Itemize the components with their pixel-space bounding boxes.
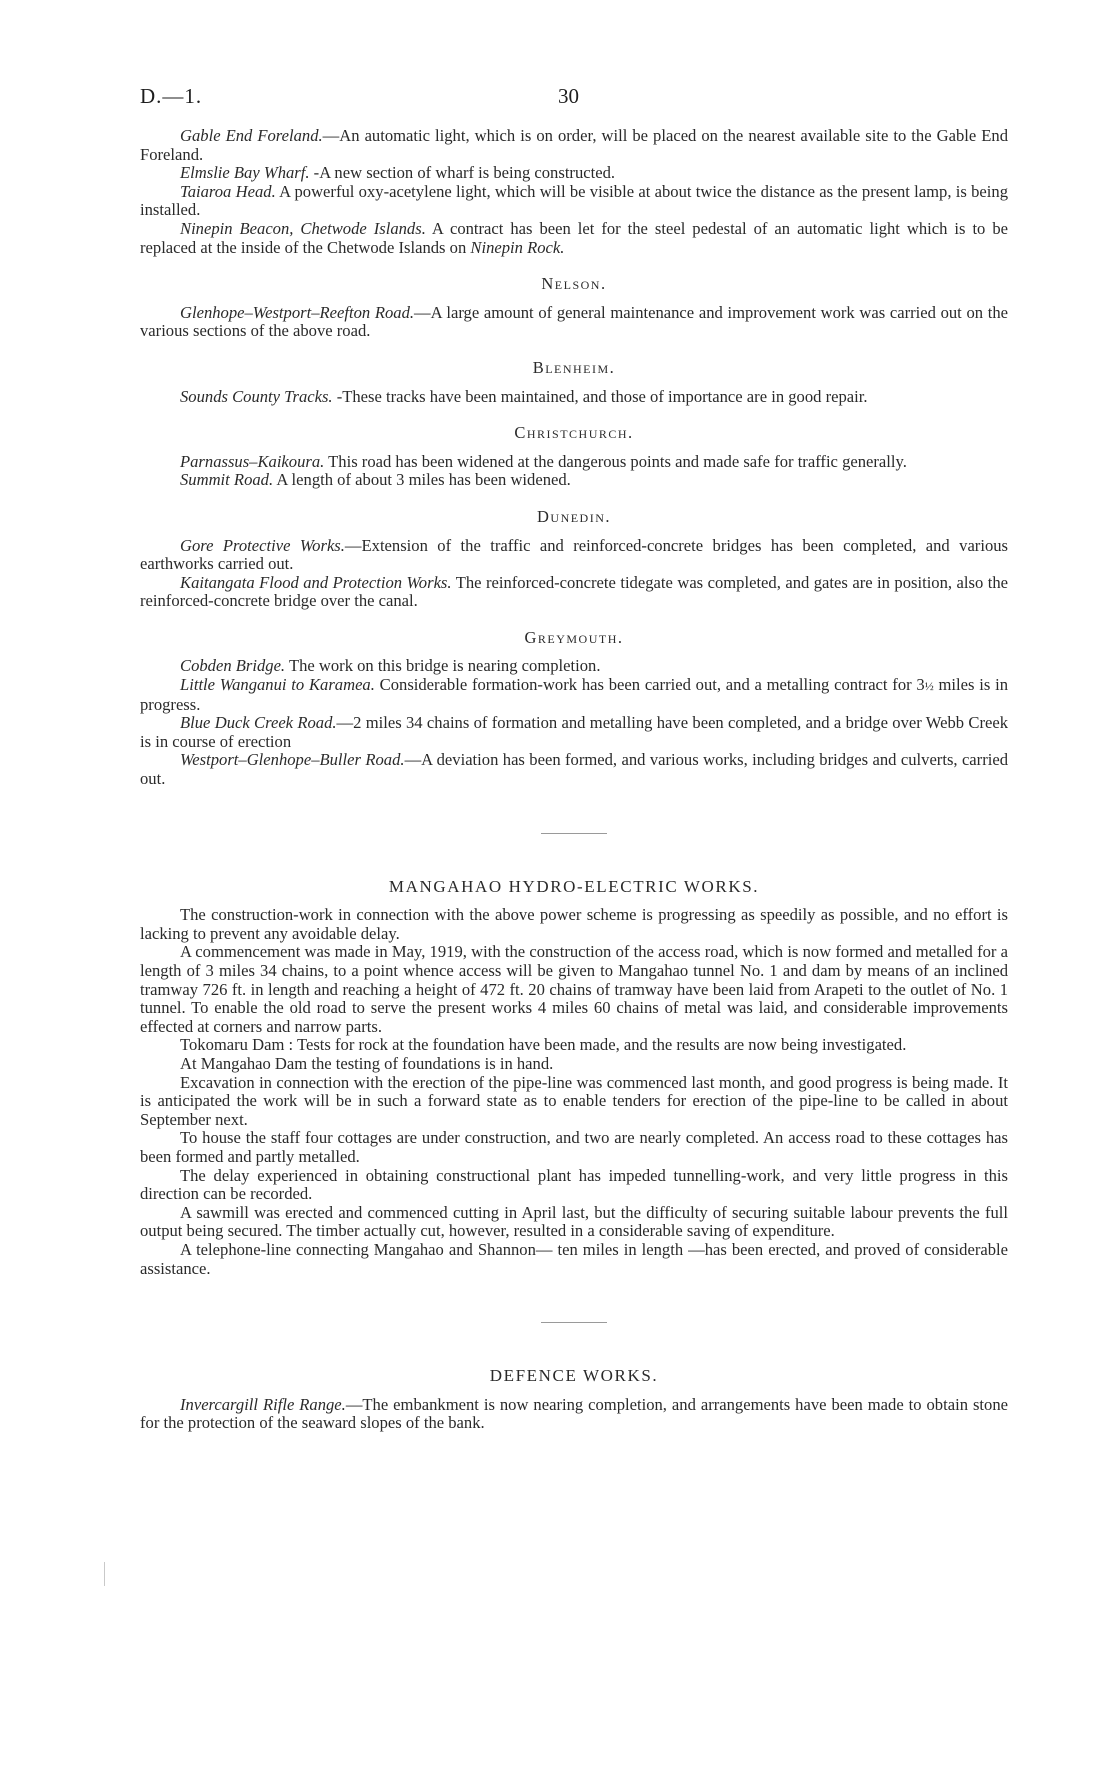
- paragraph-mangahao-8: A sawmill was erected and commenced cutting in April last, but the difficulty of securing suitable labour prevents the full output being secured. The timber actually cut, however, resulted in a considerable saving of expenditure.: [140, 1202, 1008, 1241]
- paragraph-westport-buller: [140, 751, 1008, 788]
- item-title: Gore Protective Works.: [180, 535, 345, 555]
- item-title: Cobden Bridge.: [180, 656, 286, 676]
- paragraph-mangahao-3: Tokomaru Dam : Tests for rock at the foundation have been made, and the results are now being investigated.: [180, 1035, 907, 1055]
- item-title: Sounds County Tracks.: [180, 386, 333, 406]
- item-title: Gable End Foreland.: [180, 126, 323, 145]
- item-text: —The embankment is now nearing completion, and arrangements have been made to obtain stone for the protection of the seaward slopes of the bank.: [140, 1394, 1008, 1433]
- item-title: Summit Road.: [180, 470, 274, 490]
- item-title: Elmslie Bay Wharf.: [180, 163, 310, 183]
- item-text: The reinforced-concrete tidegate was completed, and gates are in position, also the reinforced-concrete bridge over the canal.: [140, 572, 1008, 611]
- region-heading-greymouth: Greymouth.: [524, 627, 624, 647]
- paragraph-mangahao-2: A commencement was made in May, 1919, with the construction of the access road, which is now formed and metalled for a length of 3 miles 34 chains, to a point whence access will be given to Mangahao tunnel No. 1 and dam by means of an inclined tramway 726 ft. in length and reaching a height of 472 ft. 20 chains of tramway have been laid from Arapeti to the outlet of No. 1 tunnel. To enable the old road to serve the present works 4 miles 60 chains of metal was laid, and considerable improvements effected at corners and narrow parts.: [140, 942, 1008, 1036]
- margin-mark: [104, 1562, 105, 1586]
- region-heading-dunedin: Dunedin.: [536, 506, 612, 526]
- page-body: [140, 127, 1008, 1433]
- paragraph-mangahao-4: At Mangahao Dam the testing of foundations is in hand.: [180, 1053, 554, 1073]
- paragraph-little-wanganui: [140, 676, 1008, 714]
- paragraph-ninepin: [140, 220, 1008, 257]
- item-text: —Extension of the traffic and reinforced-concrete bridges has been completed, and various earthworks carried out.: [140, 535, 1008, 574]
- item-text: This road has been widened at the dangerous points and made safe for traffic generally.: [324, 451, 907, 471]
- paragraph-elmslie-bay: [140, 164, 1008, 183]
- item-text: A powerful oxy-acetylene light, which will be visible at about twice the distance as the present lamp, is being installed.: [140, 181, 1008, 220]
- item-text: -A new section of wharf is being constructed.: [309, 163, 616, 183]
- paragraph-sounds-tracks: [140, 388, 1008, 407]
- paragraph-mangahao-6: To house the staff four cottages are under construction, and two are nearly completed. An access road to these cottages has been formed and partly metalled.: [140, 1128, 1008, 1166]
- item-title: Invercargill Rifle Range.: [180, 1394, 346, 1414]
- paragraph-gable-end: [140, 127, 1008, 164]
- paragraph-kaitangata: [140, 574, 1008, 611]
- item-text: A length of about 3 miles has been widened.: [273, 470, 571, 490]
- item-title: Kaitangata Flood and Protection Works.: [180, 572, 452, 592]
- section-title-defence: DEFENCE WORKS.: [489, 1366, 659, 1386]
- section-title-mangahao: MANGAHAO HYDRO-ELECTRIC WORKS.: [388, 876, 760, 896]
- item-text-tail: miles is in progress.: [140, 675, 1008, 714]
- paragraph-cobden: [140, 657, 1008, 676]
- item-text: —A large amount of general maintenance and improvement work was carried out on the various sections of the above road.: [140, 302, 1008, 341]
- item-text: -These tracks have been maintained, and those of importance are in good repair.: [332, 386, 868, 406]
- item-title: Ninepin Beacon, Chetwode Islands.: [180, 218, 426, 238]
- paragraph-summit-road: [140, 471, 1008, 490]
- paragraph-mangahao-9: A telephone-line connecting Mangahao and Shannon— ten miles in length —has been erected, and proved of considerable assistance.: [140, 1239, 1008, 1278]
- item-text: —2 miles 34 chains of formation and metalling have been completed, and a bridge over Webb Creek is in course of erection: [140, 713, 1008, 751]
- paragraph-taiaroa: [140, 183, 1008, 220]
- item-text: The work on this bridge is nearing completion.: [285, 656, 601, 676]
- page-number: 30: [558, 84, 579, 108]
- region-heading-christchurch: Christchurch.: [514, 423, 634, 443]
- paragraph-parnassus: [140, 453, 1008, 472]
- paragraph-gore: [140, 537, 1008, 574]
- item-text: —An automatic light, which is on order, will be placed on the nearest available site to the Gable End Foreland.: [140, 126, 1008, 164]
- item-text: A contract has been let for the steel pedestal of an automatic light which is to be replaced at the inside of the Chetwode Islands on: [140, 218, 1008, 257]
- region-heading-nelson: Nelson.: [541, 274, 607, 294]
- item-title: Westport–Glenhope–Buller Road.: [180, 750, 405, 770]
- document-reference: D.—1.: [140, 84, 203, 108]
- paragraph-mangahao-7: The delay experienced in obtaining constructional plant has impeded tunnelling-work, and very little progress in this direction can be recorded.: [140, 1165, 1008, 1204]
- fraction: ½: [924, 679, 934, 694]
- item-title: Blue Duck Creek Road.: [180, 713, 337, 733]
- item-text: Considerable formation-work has been carried out, and a metalling contract for 3: [374, 675, 925, 695]
- item-title-inline: Ninepin Rock.: [470, 237, 565, 257]
- item-title: Parnassus–Kaikoura.: [180, 451, 325, 471]
- paragraph-invercargill: [140, 1396, 1008, 1433]
- item-title: Little Wanganui to Karamea.: [180, 675, 375, 695]
- paragraph-mangahao-5: Excavation in connection with the erection of the pipe-line was commenced last month, and good progress is being made. It is anticipated the work will be in such a forward state as to enable tenders for erection of the pipe-line to be called in about September next.: [140, 1072, 1008, 1129]
- paragraph-blue-duck: [140, 714, 1008, 751]
- item-title: Glenhope–Westport–Reefton Road.: [180, 302, 415, 322]
- item-title: Taiaroa Head.: [180, 181, 276, 201]
- paragraph-glenhope: [140, 304, 1008, 341]
- region-heading-blenheim: Blenheim.: [532, 357, 616, 377]
- paragraph-mangahao-1: The construction-work in connection with the above power scheme is progressing as speedily as possible, and no effort is lacking to prevent any avoidable delay.: [140, 905, 1008, 943]
- item-text: —A deviation has been formed, and various works, including bridges and culverts, carried out.: [140, 750, 1008, 789]
